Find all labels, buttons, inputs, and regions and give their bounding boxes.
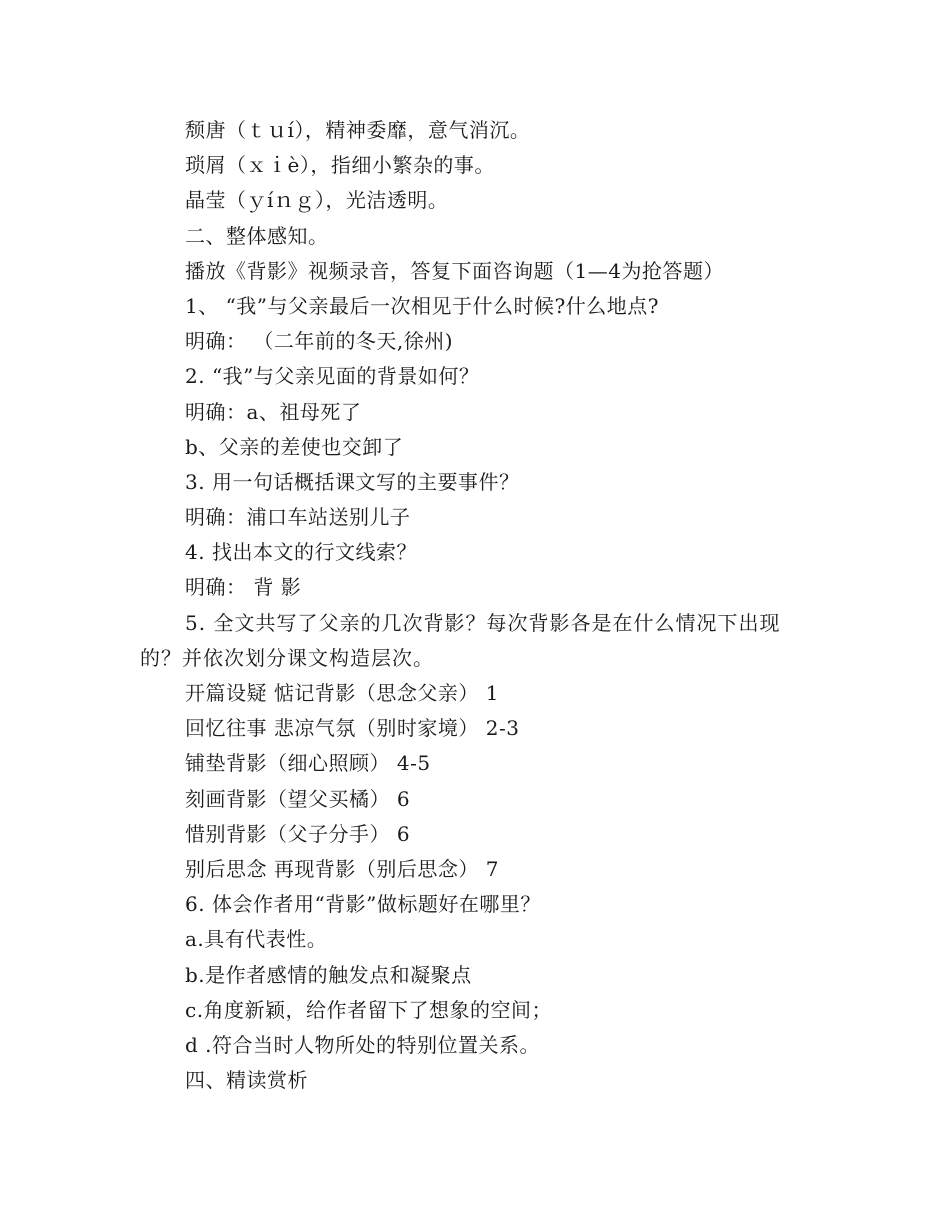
structure-line-5: 惜别背影（父子分手） 6: [185, 821, 411, 846]
question-3: 3. 用一句话概括课文写的主要事件？: [185, 469, 520, 494]
section-heading-close-reading: 四、精读赏析: [185, 1068, 308, 1093]
answer-2a: 明确：a、祖母死了: [185, 399, 362, 424]
question-6: 6. 体会作者用“背影”做标题好在哪里？: [185, 892, 541, 917]
answer-6c: c.角度新颖，给作者留下了想象的空间；: [185, 997, 553, 1022]
vocab-line-tuitang: 颓唐（ｔｕí），精神委靡，意气消沉。: [185, 118, 531, 142]
answer-3: 明确：浦口车站送别儿子: [185, 505, 411, 530]
answer-6b: b.是作者感情的触发点和凝聚点: [185, 962, 472, 987]
question-2: 2. “我”与父亲见面的背景如何？: [185, 364, 480, 389]
answer-2b: b、父亲的差使也交卸了: [185, 434, 404, 459]
structure-line-3: 铺垫背影（细心照顾） 4-5: [185, 751, 431, 776]
answer-4: 明确： 背 影: [185, 575, 302, 600]
question-4: 4. 找出本文的行文线索？: [185, 540, 417, 565]
vocab-line-suoxie: 琐屑（ｘｉè），指细小繁杂的事。: [185, 153, 495, 178]
structure-line-1: 开篇设疑 惦记背影（思念父亲） 1: [185, 681, 499, 706]
section-heading-overall: 二、整体感知。: [185, 223, 329, 248]
question-1: 1、 “我”与父亲最后一次相见于什么时候?什么地点?: [185, 293, 659, 318]
answer-6d: d .符合当时人物所处的特别位置关系。: [185, 1032, 541, 1057]
structure-line-2: 回忆往事 悲凉气氛（别时家境） 2-3: [185, 716, 520, 741]
structure-line-6: 别后思念 再现背影（别后思念） 7: [185, 856, 499, 881]
instruction-line: 播放《背影》视频录音，答复下面咨询题（1—4为抢答题）: [185, 258, 724, 283]
answer-6a: a.具有代表性。: [185, 927, 328, 952]
question-5: 5. 全文共写了父亲的几次背影？每次背影各是在什么情况下出现的？并依次划分课文构造层次。: [140, 610, 781, 670]
document-body: [140, 113, 820, 1098]
structure-line-4: 刻画背影（望父买橘） 6: [185, 786, 411, 811]
answer-1: 明确： （二年前的冬天,徐州): [185, 329, 454, 354]
vocab-line-jingying: 晶莹（ｙíｎｇ），光洁透明。: [185, 188, 449, 213]
